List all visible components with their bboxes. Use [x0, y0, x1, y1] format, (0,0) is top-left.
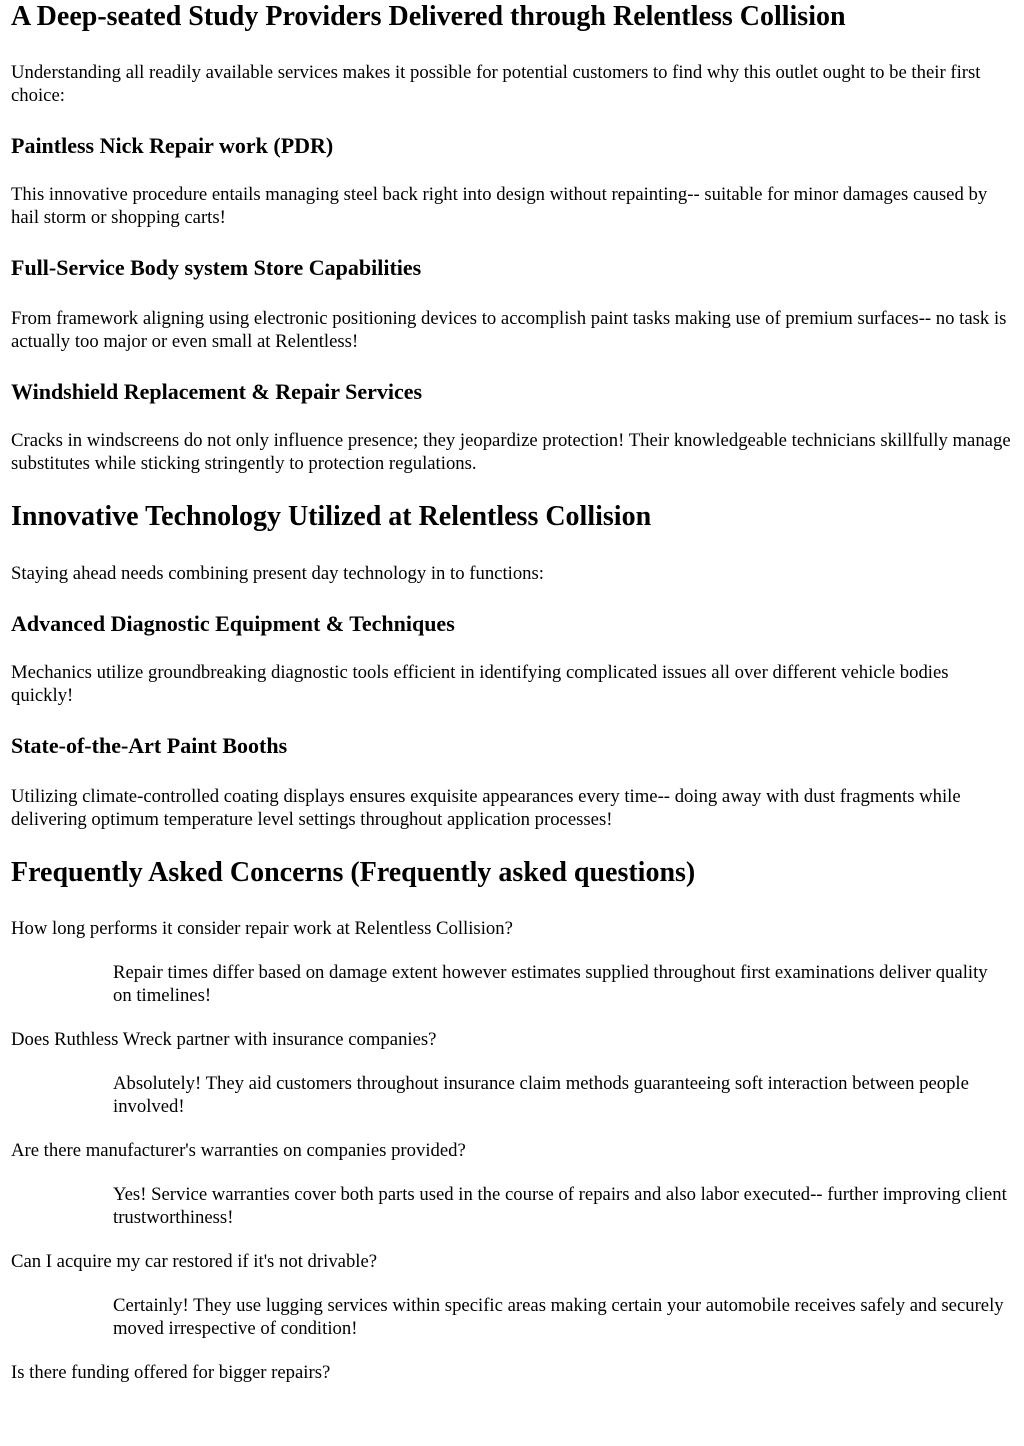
faq-question: Does Ruthless Wreck partner with insurance companies? [11, 1029, 437, 1050]
faq-answer: Absolutely! They aid customers throughout insurance claim methods guaranteeing soft interaction between people involved! [113, 1073, 969, 1117]
section-title-services: A Deep-seated Study Providers Delivered through Relentless Collision [11, 1, 846, 32]
subheading-windshield: Windshield Replacement & Repair Services [11, 379, 423, 404]
paragraph-windshield: Cracks in windscreens do not only influence presence; they jeopardize protection! Their knowledgeable technicians skillfully manage substitutes while sticking stringently to protection regulations. [11, 430, 1011, 474]
faq-answer: Certainly! They use lugging services within specific areas making certain your automobile receives safely and securely moved irrespective of condition! [113, 1295, 1004, 1339]
paragraph-body-shop: From framework aligning using electronic positioning devices to accomplish paint tasks making use of premium surfaces-- no task is actually too major or even small at Relentless! [11, 308, 1007, 352]
subheading-pdr: Paintless Nick Repair work (PDR) [11, 133, 334, 158]
faq-answer: Repair times differ based on damage extent however estimates supplied throughout first examinations deliver quality on timelines! [113, 962, 988, 1006]
paragraph-pdr: This innovative procedure entails managing steel back right into design without repainting-- suitable for minor damages caused by hail storm or shopping carts! [11, 184, 988, 228]
faq-question: Can I acquire my car restored if it's not drivable? [11, 1251, 378, 1272]
faq-answer: Yes! Service warranties cover both parts used in the course of repairs and also labor executed-- further improving client trustworthiness! [113, 1184, 1007, 1228]
section-intro-services: Understanding all readily available services makes it possible for potential customers to find why this outlet ought to be their first choice: [11, 62, 981, 106]
section-title-faq: Frequently Asked Concerns (Frequently asked questions) [11, 857, 696, 888]
section-intro-technology: Staying ahead needs combining present day technology in to functions: [11, 563, 544, 584]
section-title-technology: Innovative Technology Utilized at Relentless Collision [11, 501, 652, 532]
faq-question: Is there funding offered for bigger repairs? [11, 1362, 331, 1383]
paragraph-diagnostics: Mechanics utilize groundbreaking diagnostic tools efficient in identifying complicated issues all over different vehicle bodies quickly! [11, 662, 949, 706]
subheading-body-shop: Full-Service Body system Store Capabilities [11, 255, 422, 280]
subheading-paint-booths: State-of-the-Art Paint Booths [11, 733, 288, 758]
faq-question: How long performs it consider repair work at Relentless Collision? [11, 918, 513, 939]
faq-question: Are there manufacturer's warranties on companies provided? [11, 1140, 466, 1161]
paragraph-paint-booths: Utilizing climate-controlled coating displays ensures exquisite appearances every time-- doing away with dust fragments while delivering optimum temperature level settings throughout application processes! [11, 786, 961, 830]
subheading-diagnostics: Advanced Diagnostic Equipment & Techniques [11, 611, 455, 636]
